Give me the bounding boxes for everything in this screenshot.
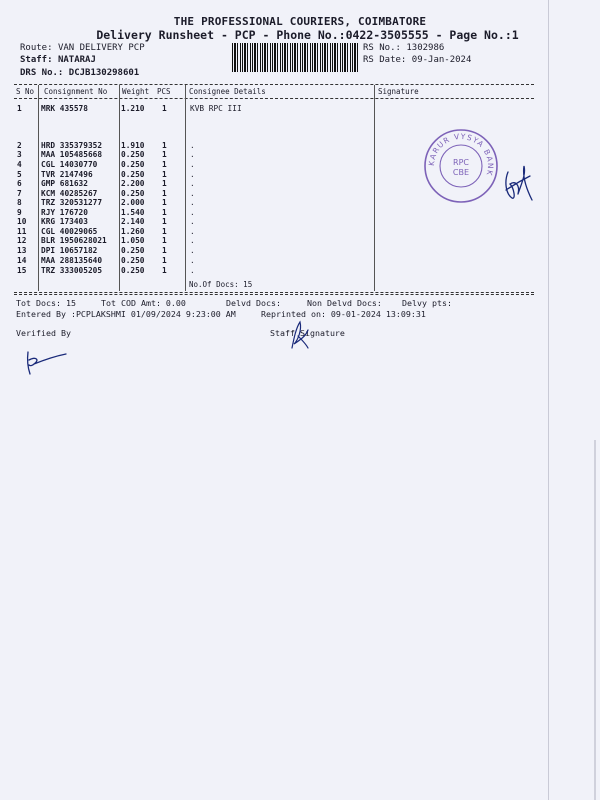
staff-label: Staff: [20,55,53,65]
column-header-consignment: Consignment No [44,87,108,96]
drs-line [20,68,139,78]
row-sno: 3 [17,150,22,159]
column-divider [185,85,186,291]
row-weight: 0.250 [121,266,145,275]
rs-date-label: RS Date: [363,55,407,65]
drs-value: DCJB130298601 [68,68,140,78]
entered-by: Entered By :PCPLAKSHMI 01/09/2024 9:23:00 AM [16,309,236,319]
row-sno: 7 [17,189,22,198]
row-weight: 0.250 [121,189,145,198]
row-weight: 0.250 [121,160,145,169]
row-consignee-details: KVB RPC III [190,104,242,113]
staff-signature-label: Staff Signature [270,328,345,338]
row-sno: 4 [17,160,22,169]
row-consignment-no: MAA 105485668 [41,150,103,159]
row-consignee-details: . [190,150,195,159]
row-weight: 0.250 [121,170,145,179]
verified-by-signature [24,350,70,376]
row-consignee-details: . [190,179,195,188]
row-pcs: 1 [162,227,167,236]
delivered-docs: Delvd Docs: [226,298,281,308]
row-sno: 5 [17,170,22,179]
row-sno: 11 [17,227,27,236]
row-consignment-no: GMP 681632 [41,179,88,188]
header-rule-top [14,84,534,85]
rs-date-value: 09-Jan-2024 [411,55,472,65]
rs-no-value: 1302986 [406,43,445,53]
bank-stamp [423,128,499,204]
company-title: THE PROFESSIONAL COURIERS, COIMBATORE [173,15,427,28]
column-divider [374,85,375,291]
barcode [232,43,358,72]
row-consignee-details: . [190,217,195,226]
row-sno: 13 [17,246,27,255]
row-sno: 15 [17,266,27,275]
row-consignment-no: KCM 40285267 [41,189,98,198]
row-consignment-no: RJY 176720 [41,208,88,217]
row-weight: 0.250 [121,246,145,255]
column-divider [38,85,39,291]
non-delivered-docs: Non Delvd Docs: [307,298,382,308]
route-line [20,43,145,53]
row-weight: 1.050 [121,236,145,245]
row-consignee-details: . [190,256,195,265]
row-consignment-no: BLR 1950628021 [41,236,107,245]
row-weight: 0.250 [121,150,145,159]
row-sno: 1 [17,104,22,113]
row-weight: 2.200 [121,179,145,188]
row-pcs: 1 [162,217,167,226]
stamp-center-line1: RPC [453,158,469,167]
row-sno: 9 [17,208,22,217]
total-cod-amount: Tot COD Amt: 0.00 [101,298,186,308]
row-pcs: 1 [162,179,167,188]
row-consignee-details: . [190,246,195,255]
row-consignment-no: CGL 40029065 [41,227,98,236]
staff-value: NATARAJ [57,55,96,65]
row-consignee-details: . [190,170,195,179]
row-weight: 1.210 [121,104,145,113]
row-consignment-no: TRZ 333005205 [41,266,103,275]
page-edge [548,0,549,800]
row-consignee-details: . [190,198,195,207]
row-consignment-no: TRZ 320531277 [41,198,103,207]
reprinted-on: Reprinted on: 09-01-2024 13:09:31 [261,309,426,319]
row-pcs: 1 [162,189,167,198]
staff-signature-scribble [286,318,312,352]
row-sno: 10 [17,217,27,226]
table-rule-bottom [14,292,534,293]
row-pcs: 1 [162,198,167,207]
page-edge-right [594,440,596,800]
header-rule-bottom [14,98,534,99]
row-consignment-no: MAA 288135640 [41,256,103,265]
row-sno: 14 [17,256,27,265]
column-header-consignee: Consignee Details [189,87,266,96]
row-consignee-details: . [190,141,195,150]
stamp-center-line2: CBE [452,168,470,177]
row-pcs: 1 [162,266,167,275]
no-of-docs: No.Of Docs: 15 [189,280,253,289]
row-sno: 8 [17,198,22,207]
column-header-weight: Weight [122,87,150,96]
row-consignee-details: . [190,160,195,169]
row-consignment-no: TVR 2147496 [41,170,93,179]
row-weight: 0.250 [121,256,145,265]
handwritten-signature [500,160,536,206]
delivery-points: Delvy pts: [402,298,452,308]
column-header-pcs: PCS [157,87,171,96]
row-weight: 1.910 [121,141,145,150]
row-consignment-no: DPI 10657182 [41,246,98,255]
drs-label: DRS No.: [20,68,64,78]
route-label: Route: [20,43,53,53]
route-value: VAN DELIVERY PCP [57,43,145,53]
row-sno: 6 [17,179,22,188]
row-sno: 12 [17,236,27,245]
row-pcs: 1 [162,160,167,169]
row-weight: 1.540 [121,208,145,217]
rs-no-label: RS No.: [363,43,401,53]
column-divider [119,85,120,291]
column-header-signature: Signature [378,87,419,96]
row-consignee-details: . [190,266,195,275]
row-consignee-details: . [190,208,195,217]
rs-date-line [363,55,471,65]
row-consignee-details: . [190,236,195,245]
row-weight: 2.140 [121,217,145,226]
row-pcs: 1 [162,170,167,179]
staff-line [20,55,96,65]
row-pcs: 1 [162,104,167,113]
verified-by-label: Verified By [16,328,71,338]
row-pcs: 1 [162,208,167,217]
row-pcs: 1 [162,246,167,255]
total-docs: Tot Docs: 15 [16,298,76,308]
row-sno: 2 [17,141,22,150]
row-consignment-no: KRG 173403 [41,217,88,226]
column-header-sno: S No [16,87,35,96]
row-consignee-details: . [190,227,195,236]
runsheet-title: Delivery Runsheet - PCP - Phone No.:0422-3505555 - Page No.:1 [96,28,519,42]
stamp-ring-text: KARUR VYSYA BANK [426,131,496,178]
row-consignment-no: CGL 14030770 [41,160,98,169]
row-pcs: 1 [162,256,167,265]
row-pcs: 1 [162,236,167,245]
row-consignment-no: HRD 335379352 [41,141,103,150]
row-consignee-details: . [190,189,195,198]
footer-rule [14,294,534,295]
row-pcs: 1 [162,150,167,159]
row-weight: 2.000 [121,198,145,207]
rs-no-line [363,43,444,53]
row-consignment-no: MRK 435578 [41,104,88,113]
row-weight: 1.260 [121,227,145,236]
row-pcs: 1 [162,141,167,150]
